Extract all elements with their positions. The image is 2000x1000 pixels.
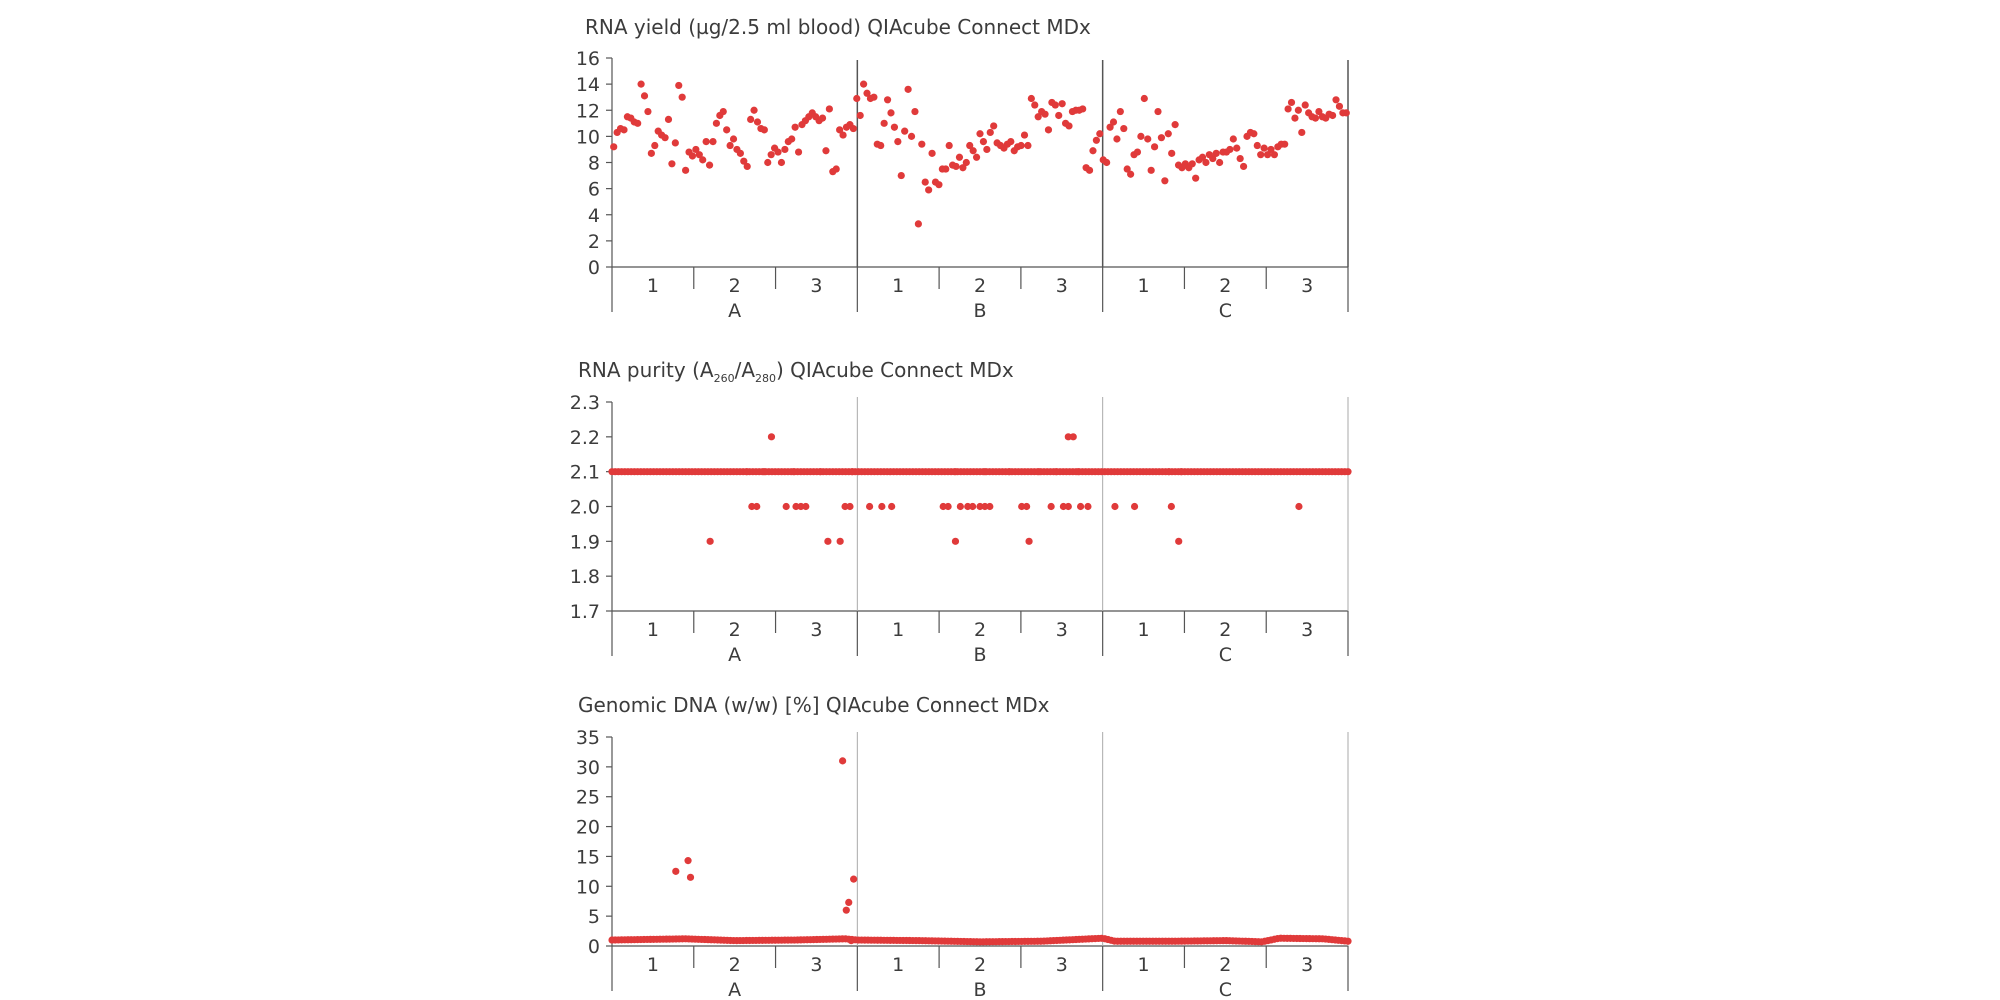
rna-yield-point	[956, 154, 963, 161]
rna-yield-subgroup-label: 2	[973, 275, 987, 297]
genomic-dna-y-tick-label: 5	[587, 906, 600, 929]
genomic-dna-y-ticks	[576, 727, 612, 958]
rna-purity-point	[1023, 503, 1030, 510]
rna-purity-point	[707, 538, 714, 545]
rna-yield-point	[774, 148, 781, 155]
rna-purity-point	[945, 503, 952, 510]
rna-yield-point	[1254, 142, 1261, 149]
genomic-dna-point	[839, 757, 846, 764]
rna-yield-point	[713, 120, 720, 127]
genomic-dna-x-labels	[612, 946, 1348, 1000]
rna-purity-chart	[570, 358, 1352, 666]
genomic-dna-subgroup-label: 2	[973, 954, 987, 976]
genomic-dna-y-tick-label: 25	[575, 786, 600, 809]
genomic-dna-title: Genomic DNA (w/w) [%] QIAcube Connect MDx	[578, 693, 1050, 717]
rna-yield-point	[1261, 145, 1268, 152]
genomic-dna-chart	[576, 693, 1352, 1000]
rna-yield-subgroup-label: 2	[728, 275, 741, 297]
rna-yield-point	[1127, 171, 1134, 178]
rna-yield-point	[610, 143, 617, 150]
rna-yield-point	[1226, 146, 1233, 153]
rna-yield-y-tick-label: 2	[587, 230, 600, 253]
genomic-dna-subgroup-label: 1	[1137, 954, 1150, 976]
rna-purity-point	[743, 468, 750, 475]
genomic-dna-subgroup-label: 3	[1301, 954, 1314, 976]
rna-yield-point	[853, 95, 860, 102]
rna-yield-point	[970, 147, 977, 154]
genomic-dna-subgroup-label: 2	[728, 954, 741, 976]
rna-yield-point	[727, 142, 734, 149]
rna-yield-point	[1332, 96, 1339, 103]
rna-yield-point	[1059, 100, 1066, 107]
rna-yield-point	[1343, 109, 1350, 116]
rna-purity-point	[1175, 538, 1182, 545]
genomic-dna-subgroup-label: 2	[1219, 954, 1232, 976]
genomic-dna-point	[850, 876, 857, 883]
rna-yield-point	[925, 186, 932, 193]
rna-yield-point	[723, 126, 730, 133]
rna-yield-point	[1158, 134, 1165, 141]
rna-yield-point	[839, 131, 846, 138]
rna-yield-group-label-c: C	[1218, 300, 1232, 322]
rna-purity-point	[1052, 468, 1059, 475]
rna-yield-point	[1007, 138, 1014, 145]
rna-purity-point	[866, 503, 873, 510]
rna-yield-point	[1096, 130, 1103, 137]
rna-purity-point	[1111, 503, 1118, 510]
rna-yield-point	[764, 159, 771, 166]
rna-yield-point	[1144, 135, 1151, 142]
rna-purity-point	[761, 468, 768, 475]
rna-yield-point	[850, 125, 857, 132]
rna-yield-chart	[576, 15, 1350, 322]
rna-yield-point	[1202, 159, 1209, 166]
rna-yield-y-ticks	[576, 48, 612, 279]
rna-purity-title-part-3: ) QIAcube Connect MDx	[776, 358, 1014, 382]
rna-purity-group-label-c: C	[1218, 644, 1232, 666]
rna-yield-point	[1110, 118, 1117, 125]
rna-yield-point	[1021, 131, 1028, 138]
rna-yield-y-tick-label: 6	[587, 178, 600, 201]
rna-yield-subgroup-label: 1	[892, 275, 905, 297]
rna-purity-y-tick-label: 1.9	[569, 531, 600, 554]
rna-yield-point	[922, 178, 929, 185]
rna-purity-point	[1168, 503, 1175, 510]
rna-yield-point	[750, 107, 757, 114]
rna-yield-point	[860, 81, 867, 88]
rna-yield-y-tick-label: 12	[575, 100, 600, 123]
rna-yield-point	[788, 135, 795, 142]
rna-yield-point	[795, 148, 802, 155]
rna-yield-point	[744, 163, 751, 170]
rna-yield-point	[1041, 111, 1048, 118]
rna-yield-x-labels	[612, 267, 1348, 322]
rna-yield-point	[833, 165, 840, 172]
rna-yield-point	[870, 94, 877, 101]
genomic-dna-y-tick-label: 35	[575, 727, 600, 749]
rna-yield-point	[905, 86, 912, 93]
rna-purity-points	[608, 433, 1351, 545]
rna-yield-y-tick-label: 4	[587, 204, 600, 227]
rna-yield-point	[915, 220, 922, 227]
rna-purity-point	[837, 538, 844, 545]
rna-yield-point	[675, 82, 682, 89]
rna-purity-y-tick-label: 2.0	[569, 496, 600, 519]
rna-yield-point	[1103, 159, 1110, 166]
rna-purity-point	[1048, 503, 1055, 510]
rna-purity-point	[1025, 538, 1032, 545]
rna-yield-point	[703, 138, 710, 145]
rna-yield-point	[651, 142, 658, 149]
rna-purity-subgroup-label: 2	[1219, 619, 1232, 641]
rna-yield-point	[976, 130, 983, 137]
rna-purity-point	[849, 468, 856, 475]
rna-purity-title-part-2: /A	[734, 358, 755, 382]
rna-purity-y-tick-label: 2.1	[569, 461, 600, 484]
rna-yield-point	[1257, 151, 1264, 158]
rna-yield-point	[644, 108, 651, 115]
rna-yield-point	[1288, 99, 1295, 106]
rna-purity-y-tick-label: 1.8	[569, 566, 600, 589]
rna-yield-point	[877, 142, 884, 149]
rna-yield-point	[1240, 163, 1247, 170]
rna-yield-point	[898, 172, 905, 179]
rna-yield-point	[668, 160, 675, 167]
rna-yield-y-tick-label: 0	[587, 257, 600, 279]
rna-yield-point	[1141, 95, 1148, 102]
rna-purity-y-tick-label: 2.2	[569, 426, 600, 449]
rna-purity-point	[1131, 503, 1138, 510]
rna-yield-point	[980, 138, 987, 145]
genomic-dna-baseline-point	[1344, 938, 1351, 945]
rna-yield-title: RNA yield (µg/2.5 ml blood) QIAcube Connect MDx	[585, 15, 1091, 39]
genomic-dna-point	[672, 868, 679, 875]
rna-purity-title-sub-260: 260	[713, 372, 735, 385]
rna-yield-point	[826, 105, 833, 112]
rna-yield-point	[689, 152, 696, 159]
rna-purity-subgroup-label: 2	[728, 619, 741, 641]
rna-yield-group-label-a: A	[728, 300, 742, 322]
genomic-dna-point	[687, 874, 694, 881]
genomic-dna-group-label-a: A	[728, 979, 742, 1000]
rna-yield-point	[1298, 129, 1305, 136]
rna-yield-point	[857, 112, 864, 119]
rna-purity-y-tick-label: 1.7	[569, 601, 600, 623]
genomic-dna-y-tick-label: 0	[587, 936, 600, 958]
genomic-dna-subgroup-label: 1	[892, 954, 905, 976]
rna-yield-point	[935, 181, 942, 188]
rna-yield-point	[884, 96, 891, 103]
rna-yield-point	[634, 120, 641, 127]
rna-yield-point	[963, 159, 970, 166]
rna-yield-point	[1192, 175, 1199, 182]
rna-yield-point	[1120, 125, 1127, 132]
rna-purity-point	[1165, 468, 1172, 475]
rna-yield-point	[1295, 107, 1302, 114]
rna-yield-point	[1271, 151, 1278, 158]
rna-yield-point	[730, 135, 737, 142]
rna-yield-subgroup-label: 1	[646, 275, 659, 297]
rna-yield-point	[1281, 141, 1288, 148]
rna-yield-point	[641, 92, 648, 99]
rna-purity-point	[986, 503, 993, 510]
genomic-dna-point	[845, 899, 852, 906]
rna-yield-point	[942, 165, 949, 172]
rna-yield-point	[747, 116, 754, 123]
rna-purity-point	[846, 503, 853, 510]
rna-purity-subgroup-label: 1	[1137, 619, 1150, 641]
genomic-dna-y-tick-label: 20	[575, 816, 600, 839]
rna-yield-point	[1189, 160, 1196, 167]
rna-yield-point	[987, 129, 994, 136]
rna-yield-subgroup-label: 3	[1055, 275, 1068, 297]
rna-purity-point	[878, 503, 885, 510]
rna-yield-point	[983, 146, 990, 153]
genomic-dna-axes	[612, 737, 1348, 946]
rna-yield-point	[679, 94, 686, 101]
rna-yield-point	[1291, 114, 1298, 121]
rna-yield-points	[610, 81, 1350, 228]
rna-yield-point	[720, 108, 727, 115]
rna-purity-baseline-point	[1344, 468, 1351, 475]
genomic-dna-point	[848, 937, 855, 944]
genomic-dna-y-tick-label: 30	[575, 756, 600, 779]
rna-yield-y-tick-label: 14	[575, 74, 600, 97]
rna-yield-point	[665, 116, 672, 123]
rna-yield-y-tick-label: 8	[587, 152, 600, 175]
genomic-dna-y-tick-label: 15	[575, 846, 600, 869]
genomic-dna-point	[843, 907, 850, 914]
rna-yield-point	[1165, 130, 1172, 137]
rna-purity-point	[1070, 433, 1077, 440]
rna-yield-point	[661, 134, 668, 141]
rna-purity-point	[1035, 468, 1042, 475]
rna-yield-point	[1017, 142, 1024, 149]
rna-purity-y-tick-label: 2.3	[569, 392, 600, 414]
rna-yield-point	[778, 159, 785, 166]
rna-yield-point	[918, 141, 925, 148]
rna-yield-point	[1055, 112, 1062, 119]
rna-yield-point	[928, 150, 935, 157]
rna-yield-point	[1031, 101, 1038, 108]
rna-yield-point	[1329, 112, 1336, 119]
genomic-dna-subgroup-label: 3	[1055, 954, 1068, 976]
rna-yield-point	[894, 138, 901, 145]
rna-yield-point	[908, 133, 915, 140]
rna-purity-x-labels	[612, 611, 1348, 666]
rna-yield-point	[819, 114, 826, 121]
rna-yield-axes	[612, 58, 1348, 267]
rna-yield-point	[1113, 135, 1120, 142]
genomic-dna-group-label-c: C	[1218, 979, 1232, 1000]
rna-purity-point	[824, 538, 831, 545]
rna-purity-point	[1077, 503, 1084, 510]
rna-purity-subgroup-label: 3	[810, 619, 823, 641]
rna-yield-subgroup-label: 3	[1301, 275, 1314, 297]
rna-yield-point	[887, 109, 894, 116]
rna-yield-point	[1028, 95, 1035, 102]
rna-yield-subgroup-label: 2	[1219, 275, 1232, 297]
rna-yield-point	[1079, 105, 1086, 112]
rna-yield-point	[881, 120, 888, 127]
rna-yield-subgroup-label: 1	[1137, 275, 1150, 297]
rna-yield-point	[1154, 108, 1161, 115]
rna-yield-group-label-b: B	[973, 300, 987, 322]
rna-yield-point	[1250, 130, 1257, 137]
rna-yield-point	[1052, 101, 1059, 108]
rna-yield-point	[1065, 122, 1072, 129]
rna-purity-point	[969, 503, 976, 510]
rna-yield-point	[1137, 133, 1144, 140]
rna-purity-subgroup-label: 3	[1055, 619, 1068, 641]
rna-yield-point	[1161, 177, 1168, 184]
rna-yield-point	[1168, 150, 1175, 157]
rna-yield-point	[1151, 143, 1158, 150]
genomic-dna-points	[608, 757, 1351, 945]
rna-yield-point	[682, 167, 689, 174]
rna-yield-point	[1336, 103, 1343, 110]
rna-purity-title	[578, 358, 1014, 385]
rna-purity-point	[957, 503, 964, 510]
rna-yield-point	[709, 138, 716, 145]
rna-purity-subgroup-label: 3	[1301, 619, 1314, 641]
rna-yield-point	[620, 126, 627, 133]
rna-yield-point	[1134, 148, 1141, 155]
rna-purity-point	[952, 468, 959, 475]
rna-purity-point	[1084, 503, 1091, 510]
rna-purity-group-label-a: A	[728, 644, 742, 666]
rna-yield-point	[1233, 145, 1240, 152]
rna-yield-point	[1024, 142, 1031, 149]
rna-yield-point	[911, 108, 918, 115]
rna-yield-point	[1312, 114, 1319, 121]
rna-yield-point	[901, 128, 908, 135]
rna-yield-point	[706, 162, 713, 169]
rna-yield-point	[792, 124, 799, 131]
rna-purity-subgroup-label: 1	[646, 619, 659, 641]
rna-purity-point	[1006, 468, 1013, 475]
rna-yield-point	[637, 81, 644, 88]
rna-yield-point	[1089, 147, 1096, 154]
rna-yield-group-dividers	[857, 60, 1348, 267]
rna-purity-subgroup-label: 1	[892, 619, 905, 641]
rna-purity-point	[817, 468, 824, 475]
rna-purity-point	[790, 468, 797, 475]
rna-yield-point	[1213, 150, 1220, 157]
rna-yield-point	[1230, 135, 1237, 142]
rna-yield-point	[648, 150, 655, 157]
rna-purity-point	[768, 433, 775, 440]
rna-purity-title-sub-280: 280	[755, 372, 776, 385]
rna-purity-point	[802, 503, 809, 510]
rna-yield-point	[1117, 108, 1124, 115]
rna-yield-point	[1216, 159, 1223, 166]
rna-yield-point	[973, 154, 980, 161]
genomic-dna-point	[684, 857, 691, 864]
rna-purity-title-part-1: RNA purity (A	[578, 358, 714, 382]
rna-purity-point	[783, 503, 790, 510]
rna-purity-point	[753, 503, 760, 510]
rna-yield-point	[946, 142, 953, 149]
genomic-dna-subgroup-label: 1	[646, 954, 659, 976]
rna-yield-point	[1302, 101, 1309, 108]
rna-yield-point	[1093, 137, 1100, 144]
rna-purity-point	[888, 503, 895, 510]
rna-yield-point	[1172, 121, 1179, 128]
genomic-dna-group-dividers	[857, 732, 1348, 946]
rna-yield-point	[781, 146, 788, 153]
rna-yield-point	[1086, 167, 1093, 174]
genomic-dna-group-label-b: B	[973, 979, 987, 1000]
rna-yield-point	[952, 163, 959, 170]
rna-purity-point	[1178, 468, 1185, 475]
rna-yield-point	[1237, 155, 1244, 162]
rna-yield-point	[768, 151, 775, 158]
rna-purity-subgroup-label: 2	[973, 619, 987, 641]
rna-yield-point	[1045, 126, 1052, 133]
rna-purity-point	[952, 538, 959, 545]
rna-purity-point	[1065, 503, 1072, 510]
rna-yield-point	[754, 118, 761, 125]
rna-purity-point	[1075, 468, 1082, 475]
rna-yield-point	[822, 147, 829, 154]
rna-purity-group-label-b: B	[973, 644, 987, 666]
rna-purity-point	[1295, 503, 1302, 510]
rna-yield-point	[699, 156, 706, 163]
rna-yield-y-tick-label: 16	[575, 48, 600, 70]
rna-purity-y-ticks	[570, 392, 612, 623]
rna-yield-point	[990, 122, 997, 129]
rna-yield-y-tick-label: 10	[575, 126, 600, 149]
rna-yield-point	[672, 139, 679, 146]
rna-purity-point	[981, 468, 988, 475]
rna-yield-point	[1148, 167, 1155, 174]
genomic-dna-y-tick-label: 10	[575, 876, 600, 899]
rna-yield-point	[737, 150, 744, 157]
genomic-dna-subgroup-label: 3	[810, 954, 823, 976]
rna-yield-subgroup-label: 3	[810, 275, 823, 297]
rna-yield-point	[761, 126, 768, 133]
rna-yield-point	[1284, 105, 1291, 112]
rna-purity-group-dividers	[857, 397, 1348, 611]
rna-yield-point	[891, 124, 898, 131]
